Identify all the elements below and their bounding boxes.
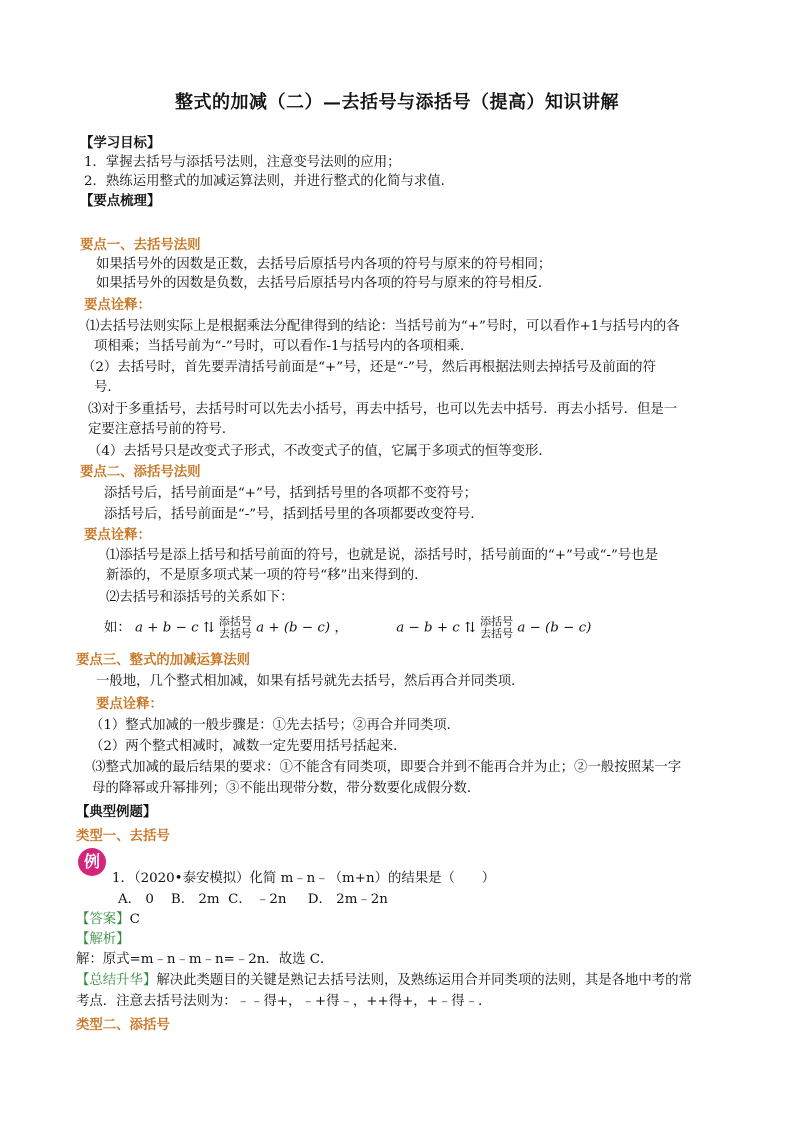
note-heading: 要点诠释：: [84, 297, 151, 313]
question: 1．（2020•泰安模拟）化简 m﹣n﹣（m+n）的结果是（ ）: [112, 871, 496, 886]
note-heading: 要点诠释：: [96, 696, 163, 712]
goal-item: 1．掌握去括号与添括号法则，注意变号法则的应用；: [84, 155, 401, 170]
arrow-bottom-label: 去括号: [480, 627, 514, 640]
separator: ，: [334, 620, 348, 636]
rule-line: 一般地，几个整式相加减，如果有括号就先去括号，然后再合并同类项．: [96, 674, 525, 689]
rule-line: 添括号后，括号前面是“-”号，括到括号里的各项都要改变符号．: [104, 507, 484, 522]
note-line: （2）去括号时，首先要弄清括号前面是“+”号，还是“-”号，然后再根据法则去掉括号及前面的符: [82, 360, 656, 375]
relation-example: [104, 616, 591, 640]
analysis-label: 【解析】: [76, 932, 130, 947]
page-title: 整式的加减（二）—去括号与添括号（提高）知识讲解: [175, 92, 619, 113]
arrow-labels: [480, 616, 513, 640]
example-prefix: 如：: [104, 620, 131, 636]
section-3-heading: 要点三、整式的加减运算法则: [76, 652, 251, 668]
note-line: ⑴去括号法则实际上是根据乘法分配律得到的结论：当括号前为“+”号时，可以看作+1与括号内的各: [86, 319, 680, 334]
answer-value: C: [129, 912, 140, 927]
answer-label: 【答案】: [76, 912, 130, 927]
note-line: ⑴添括号是添上括号和括号前面的符号，也就是说，添括号时，括号前面的“+”号或“-”号也是: [106, 548, 658, 563]
solution: 解：原式=m﹣n﹣m﹣n=﹣2n．故选 C．: [76, 952, 334, 967]
goal-item: 2．熟练运用整式的加减运算法则，并进行整式的化简与求值．: [84, 174, 455, 189]
goals-heading: 【学习目标】: [80, 135, 161, 151]
expression: a − (b − c): [517, 620, 592, 636]
arrow-top-label: 添括号: [218, 615, 252, 628]
note-line: （4）去括号只是改变式子形式，不改变式子的值，它属于多项式的恒等变形．: [88, 444, 552, 459]
answer-options: A． 0 B． 2m C． ﹣2n D． 2m﹣2n: [118, 892, 388, 907]
note-line: 项相乘；当括号前为“-”号时，可以看作-1与括号内的各项相乘．: [94, 339, 474, 354]
summary-row: [76, 972, 692, 990]
summary-text: 解决此类题目的关键是熟记去括号法则，及熟练运用合并同类项的法则，其是各地中考的常: [156, 973, 692, 988]
section-2-heading: 要点二、添括号法则: [80, 464, 201, 480]
arrow-labels: [219, 616, 252, 640]
type-1-heading: 类型一、去括号: [76, 828, 170, 844]
expression: a + b − c: [135, 620, 199, 636]
note-line: （1）整式加减的一般步骤是：①先去括号；②再合并同类项．: [90, 718, 461, 733]
note-line: ⑶对于多重括号，去括号时可以先去小括号，再去中括号，也可以先去中括号．再去小括号．但是一: [88, 402, 678, 417]
arrow-top-label: 添括号: [480, 615, 514, 628]
note-line: ⑵去括号和添括号的关系如下：: [106, 590, 294, 605]
note-line: 新添的，不是原多项式某一项的符号“移”出来得到的．: [106, 568, 428, 583]
rule-line: 如果括号外的因数是正数，去括号后原括号内各项的符号与原来的符号相同；: [96, 257, 552, 272]
review-heading: 【要点梳理】: [80, 193, 161, 209]
note-line: ⑶整式加减的最后结果的要求：①不能含有同类项，即要合并到不能再合并为止；②一般按照某一字: [92, 760, 682, 775]
double-arrow-icon: ⇅: [464, 620, 476, 636]
rule-line: 如果括号外的因数是负数，去括号后原括号内各项的符号与原来的符号相反．: [96, 276, 552, 291]
note-line: （2）两个整式相减时，减数一定先要用括号括起来．: [90, 739, 407, 754]
note-line: 定要注意括号前的符号．: [88, 422, 236, 437]
note-line: 号．: [94, 380, 121, 395]
expression: a + (b − c): [256, 620, 331, 636]
note-line: 母的降幂或升幂排列；③不能出现带分数，带分数要化成假分数．: [92, 781, 481, 796]
summary-text: 考点．注意去括号法则为：﹣﹣得+，﹣+得﹣，++得+，+﹣得﹣．: [76, 994, 492, 1009]
examples-heading: 【典型例题】: [76, 804, 157, 820]
double-arrow-icon: ⇅: [202, 620, 215, 636]
summary-label: 【总结升华】: [76, 973, 157, 988]
section-1-heading: 要点一、去括号法则: [80, 237, 201, 253]
answer-row: [76, 911, 140, 929]
type-2-heading: 类型二、添括号: [76, 1017, 170, 1033]
rule-line: 添括号后，括号前面是“+”号，括到括号里的各项都不变符号；: [104, 486, 478, 501]
note-heading: 要点诠释：: [84, 527, 151, 543]
example-badge-icon: 例: [78, 848, 106, 876]
expression: a − b + c: [396, 620, 460, 636]
arrow-bottom-label: 去括号: [218, 627, 252, 640]
